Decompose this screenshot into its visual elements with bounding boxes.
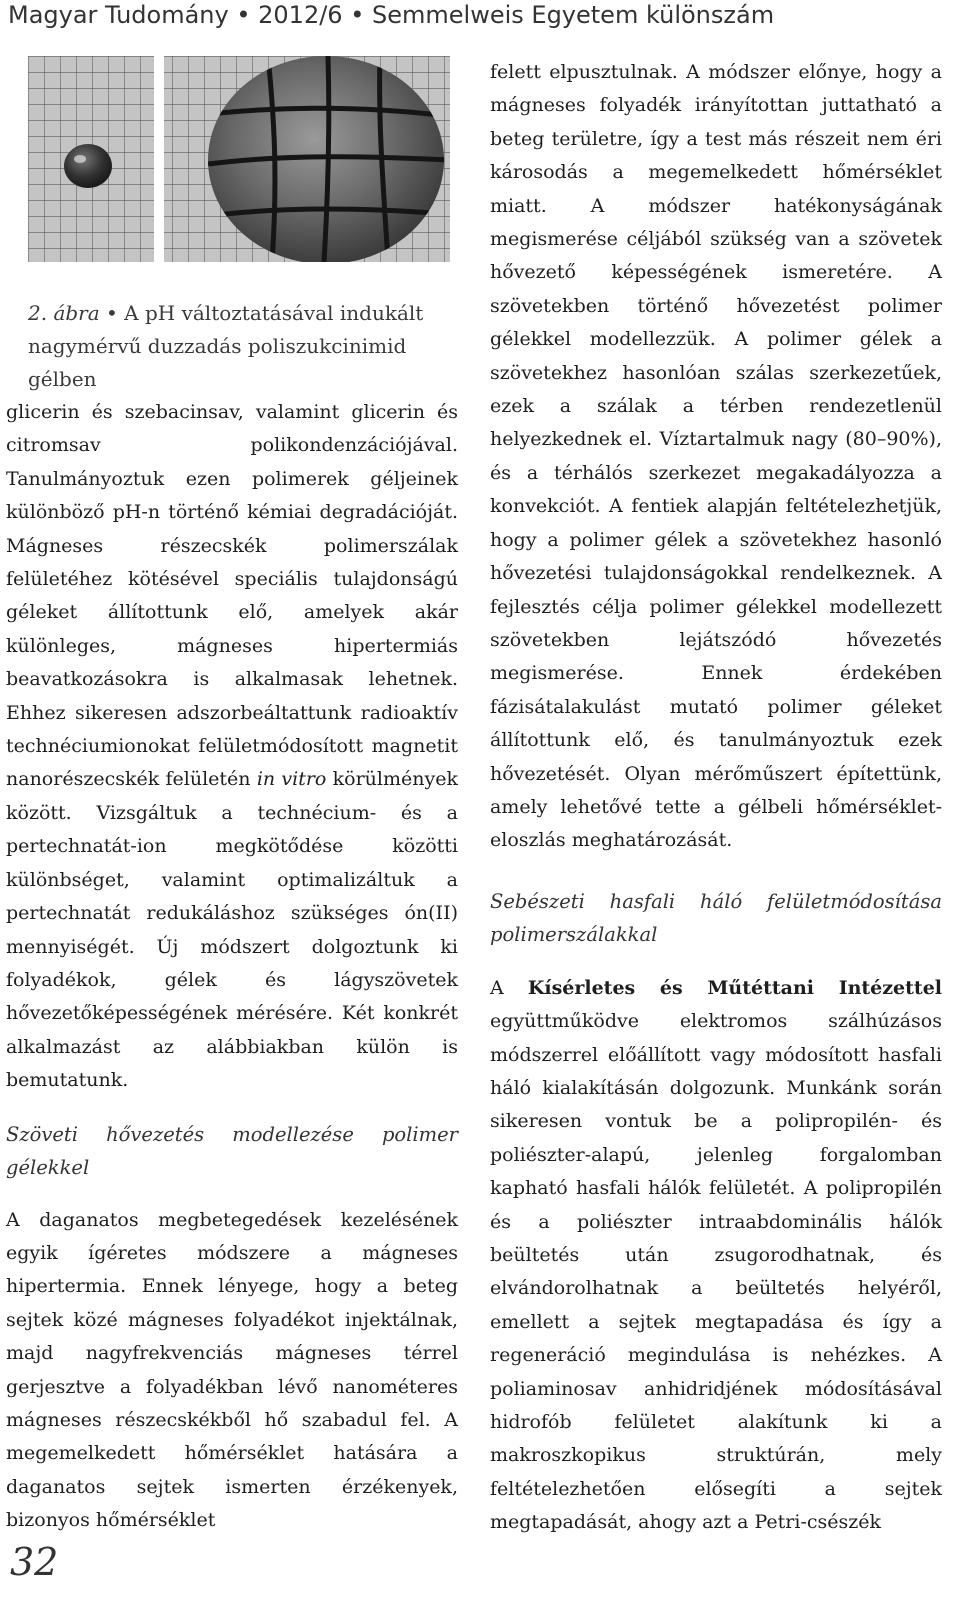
figure-caption: [28, 297, 468, 396]
caption-bullet-icon: •: [106, 301, 125, 325]
figure-2-photo: [28, 56, 450, 262]
paragraph-text: együttműködve elektromos szálhúzásos módszerrel előállított vagy módosított hasfali háló kialakításán dolgozunk. Munkánk során sikeresen vontuk be a polipropilén- és poliészter-alapú, jelenleg forgalomban kapható hasfali hálók felületét. A polipropilén és a poliészter intraabdominális hálók beültetés után zsugorodhatnak, és elvándorolhatnak a beültetés helyéről, emellett a sejtek megtapadása és így a regeneráció megindulása is nehézkes. A poliaminosav anhidridjének módosításával hidrofób felületet alakítunk ki a makroszkopikus struktúrán, mely feltételezhetően elősegíti a sejtek megtapadását, ahogy azt a Petri-csészék: [490, 1010, 942, 1534]
caption-text: A pH változtatásával indukált nagymérvű duzzadás poliszukcinimid gélben: [28, 301, 424, 391]
paragraph: [6, 396, 458, 1098]
paragraph-text: glicerin és szebacinsav, valamint glicerin és citromsav polikondenzációjával. Tanulmányoztuk ezen polimerek géljeinek különböző pH-n történő kémiai degradációját. Mágneses részecskék polimerszálak felületéhez kötésével speciális tulajdonságú géleket állítottunk elő, amelyek akár különleges, mágneses hipertermiás beavatkozásokra is alkalmasak lehetnek. Ehhez sikeresen adszorbeáltattunk radioaktív technéciumionokat felületmódosított magnetit nanorészecskék felületén: [6, 401, 458, 791]
header-separator-icon: •: [236, 1, 259, 29]
paragraph: felett elpusztulnak. A módszer előnye, hogy a mágneses folyadék irányítottan juttatható a beteg területre, így a test más részeit nem éri károsodás a megemelkedett hőmérséklet miatt. A módszer hatékonyságának megismerése céljából szükség van a szövetek hővezető képességének ismeretére. A szövetekben történő hővezetést polimer gélekkel modellezzük. A polimer gélek a szövetekhez hasonlóan szálas szerkezetűek, ezek a szálak a térben rendezetlenül helyezkednek el. Víztartalmuk nagy (80–90%), és a térhálós szerkezet megakadályozza a konvekciót. A fentiek alapján feltételezhetjük, hogy a polimer gélek a szövetekhez hasonló hővezetési tulajdonságokkal rendelkeznek. A fejlesztés célja polimer gélekkel modellezett szövetekben lejátszódó hővezetés megismerése. Ennek érdekében fázisátalakulást mutató polimer géleket állítottunk elő, és tanulmányoztuk ezek hővezetését. Olyan mérőműszert építettünk, amely lehetővé tette a gélbeli hőmérséklet-eloszlás meghatározását.: [490, 61, 942, 852]
figure-number: 2. ábra: [28, 301, 100, 325]
gel-swelling-photo: [28, 56, 450, 262]
small-gel-bead: [64, 144, 112, 188]
left-text-column: [6, 396, 458, 1538]
header-separator-icon: •: [350, 1, 373, 29]
paragraph: A daganatos megbetegedések kezelésének egyik ígéretes módszere a mágneses hipertermia. Ennek lényege, hogy a beteg sejtek közé mágneses folyadékot injektálnak, majd nagyfrekvenciás mágneses térrel gerjesztve a folyadékban lévő nanométeres mágneses részecskékből hő szabadul fel. A megemelkedett hőmérséklet hatására a daganatos sejtek ismerten érzékenyek, bizonyos hőmérséklet: [6, 1208, 458, 1532]
paragraph: [490, 972, 942, 1540]
special-issue-title: Semmelweis Egyetem különszám: [372, 1, 775, 29]
running-header: [8, 0, 948, 38]
issue-number: 2012/6: [258, 1, 343, 29]
institute-name: Kísérletes és Műtéttani Intézettel: [527, 976, 942, 999]
section-heading: Sebészeti hasfali háló felületmódosítása polimerszálakkal: [490, 889, 942, 946]
italic-term: in vitro: [256, 768, 327, 791]
page-number: 32: [10, 1540, 59, 1584]
right-text-column: [490, 56, 942, 1540]
section-heading: Szöveti hővezetés modellezése polimer gélekkel: [6, 1122, 458, 1179]
journal-name: Magyar Tudomány: [8, 1, 229, 29]
paragraph-text: A: [490, 976, 528, 999]
paragraph-text: körülmények között. Vizsgáltuk a technécium- és a pertechnatát-ion megkötődése közötti különbséget, valamint optimalizáltuk a pertechnatát redukáláshoz szükséges ón(II) mennyiségét. Új módszert dolgoztunk ki folyadékok, gélek és lágyszövetek hővezetőképességének mérésére. Két konkrét alkalmazást az alábbiakban külön is bemutatunk.: [6, 768, 458, 1092]
